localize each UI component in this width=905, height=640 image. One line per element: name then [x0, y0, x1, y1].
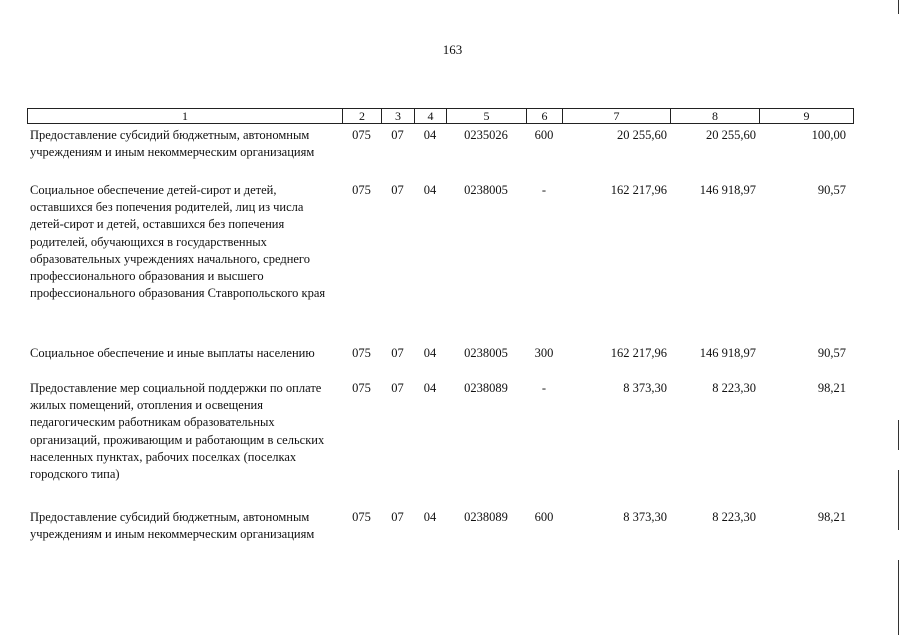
row-name: Социальное обеспечение детей-сирот и детей, оставшихся без попечения родителей, лиц из числа детей-сирот и детей, оставшихся без попечения родителей, обучающихся в государственных образовательных учреждениях начального, среднего профессионального образования и высшего профессионального образования Ставропольского края [30, 183, 326, 301]
row-col-7: 162 217,96 [610, 183, 667, 197]
row-name: Предоставление мер социальной поддержки по оплате жилых помещений, отопления и освещения педагогическим работникам образовательных организаций, проживающим и работающим в сельских населенных пунктах, рабочих поселках (поселках городского типа) [30, 381, 325, 482]
scan-edge-mark [898, 470, 899, 530]
header-col-6: 6 [527, 109, 563, 123]
row-col-3: 07 [391, 381, 404, 395]
row-col-7: 8 373,30 [623, 510, 667, 524]
row-col-2: 075 [352, 510, 371, 524]
row-col-2: 075 [352, 346, 371, 360]
header-col-5: 5 [447, 109, 527, 123]
scan-edge-mark [898, 560, 899, 635]
row-col-5: 0238005 [464, 183, 508, 197]
row-name: Предоставление субсидий бюджетным, автономным учреждениям и иным некоммерческим организациям [30, 128, 315, 160]
row-col-8: 8 223,30 [712, 381, 756, 395]
row-col-9: 90,57 [817, 183, 846, 197]
row-col-9: 98,21 [817, 381, 846, 395]
table-row [27, 182, 851, 302]
row-name: Социальное обеспечение и иные выплаты населению [30, 346, 315, 360]
row-col-7: 8 373,30 [623, 381, 667, 395]
table-row [27, 345, 851, 362]
row-col-6: 600 [534, 510, 554, 524]
row-col-8: 146 918,97 [699, 346, 756, 360]
header-col-9: 9 [803, 109, 810, 123]
row-col-5: 0238089 [464, 510, 508, 524]
row-col-9: 100,00 [811, 128, 846, 142]
row-col-9: 90,57 [817, 346, 846, 360]
row-col-5: 0238005 [464, 346, 508, 360]
header-col-3: 3 [382, 109, 415, 123]
header-col-4: 4 [415, 109, 447, 123]
row-col-3: 07 [391, 128, 404, 142]
scan-edge-mark [898, 420, 899, 450]
row-col-5: 0235026 [464, 128, 508, 142]
row-col-7: 20 255,60 [617, 128, 667, 142]
row-col-6: - [541, 381, 547, 395]
row-col-3: 07 [391, 510, 404, 524]
row-col-6: 600 [534, 128, 554, 142]
row-col-2: 075 [352, 128, 371, 142]
row-col-8: 8 223,30 [712, 510, 756, 524]
row-col-3: 07 [391, 183, 404, 197]
header-col-7: 7 [563, 109, 671, 123]
row-name: Предоставление субсидий бюджетным, автономным учреждениям и иным некоммерческим организациям [30, 510, 315, 542]
row-col-4: 04 [423, 183, 437, 197]
row-col-4: 04 [423, 128, 437, 142]
row-col-3: 07 [391, 346, 404, 360]
header-col-8: 8 [671, 109, 760, 123]
row-col-2: 075 [352, 183, 371, 197]
table-row [27, 380, 851, 483]
header-col-2: 2 [343, 109, 382, 123]
table-header [27, 108, 854, 124]
row-col-7: 162 217,96 [610, 346, 667, 360]
page-number: 163 [442, 42, 463, 57]
row-col-8: 20 255,60 [706, 128, 756, 142]
row-col-6: 300 [534, 346, 554, 360]
table-row [27, 127, 851, 161]
row-col-9: 98,21 [817, 510, 846, 524]
row-col-4: 04 [423, 510, 437, 524]
row-col-6: - [541, 183, 547, 197]
header-col-1: 1 [28, 109, 343, 123]
table-row [27, 509, 851, 543]
row-col-4: 04 [423, 381, 437, 395]
row-col-5: 0238089 [464, 381, 508, 395]
scan-edge-mark [898, 0, 899, 14]
row-col-4: 04 [423, 346, 437, 360]
row-col-2: 075 [352, 381, 371, 395]
row-col-8: 146 918,97 [699, 183, 756, 197]
